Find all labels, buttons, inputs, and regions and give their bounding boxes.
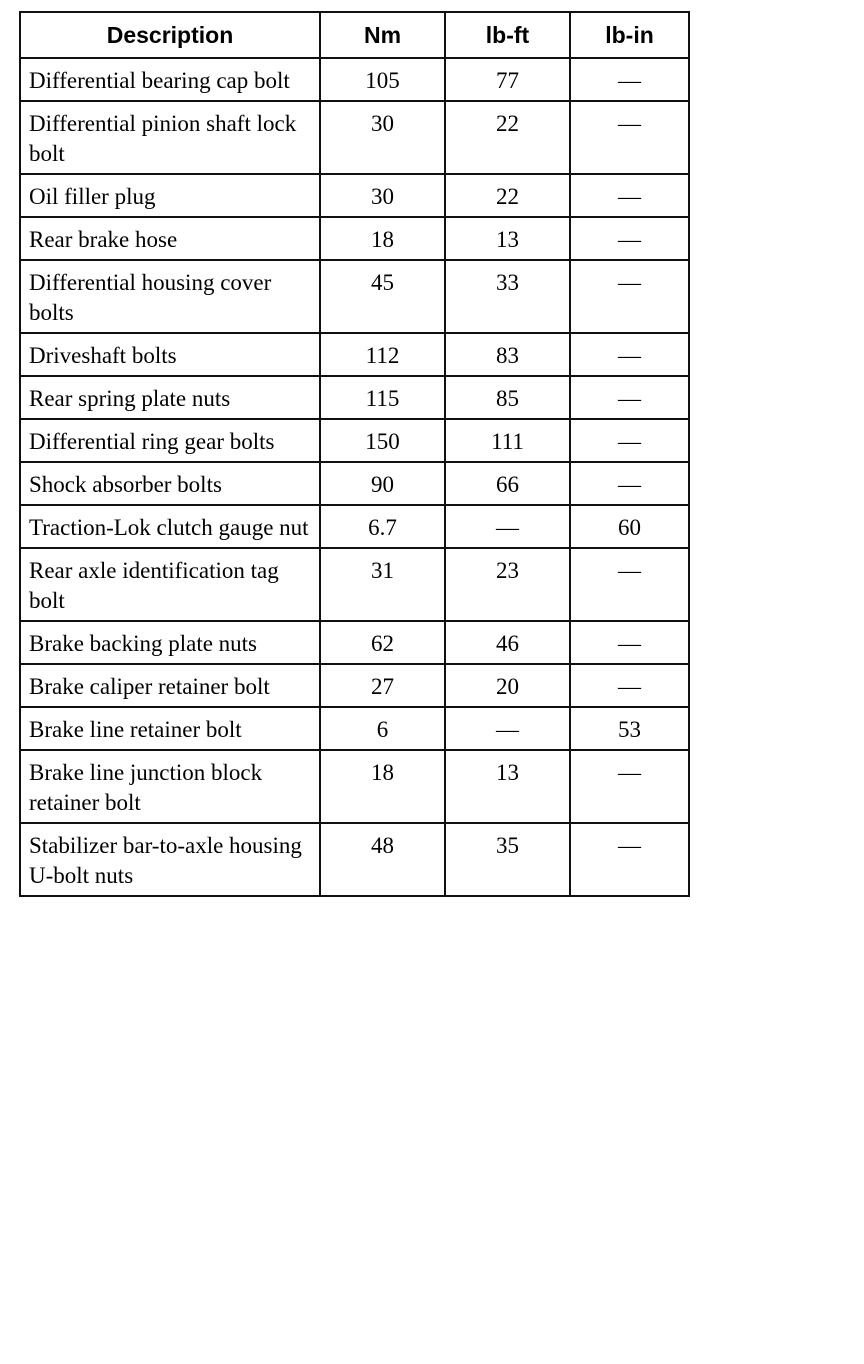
row-nm-value: 105	[320, 58, 445, 101]
column-header-lbin: lb-in	[570, 12, 689, 58]
row-lbin-value: —	[570, 101, 689, 174]
table-header-row	[20, 12, 689, 58]
row-lbin-value: —	[570, 462, 689, 505]
row-lbin-value: —	[570, 217, 689, 260]
row-description: Rear spring plate nuts	[20, 376, 320, 419]
row-lbft-value: —	[445, 707, 570, 750]
row-lbft-value: 83	[445, 333, 570, 376]
table-row	[20, 419, 689, 462]
table-row	[20, 823, 689, 896]
row-lbin-value: —	[570, 376, 689, 419]
row-nm-value: 62	[320, 621, 445, 664]
row-lbin-value: —	[570, 664, 689, 707]
table-row	[20, 101, 689, 174]
row-lbin-value: 53	[570, 707, 689, 750]
table-row	[20, 376, 689, 419]
row-description: Brake line retainer bolt	[20, 707, 320, 750]
row-nm-value: 6	[320, 707, 445, 750]
row-nm-value: 150	[320, 419, 445, 462]
column-header-description: Description	[20, 12, 320, 58]
row-lbin-value: —	[570, 750, 689, 823]
row-lbft-value: 20	[445, 664, 570, 707]
row-description: Differential housing cover bolts	[20, 260, 320, 333]
row-nm-value: 6.7	[320, 505, 445, 548]
row-lbft-value: —	[445, 505, 570, 548]
table-row	[20, 58, 689, 101]
row-description: Differential pinion shaft lock bolt	[20, 101, 320, 174]
row-lbft-value: 22	[445, 174, 570, 217]
row-lbft-value: 35	[445, 823, 570, 896]
row-description: Rear axle identification tag bolt	[20, 548, 320, 621]
row-description: Rear brake hose	[20, 217, 320, 260]
row-description: Traction-Lok clutch gauge nut	[20, 505, 320, 548]
table-row	[20, 750, 689, 823]
row-lbft-value: 22	[445, 101, 570, 174]
row-nm-value: 112	[320, 333, 445, 376]
row-nm-value: 30	[320, 101, 445, 174]
row-nm-value: 48	[320, 823, 445, 896]
row-nm-value: 90	[320, 462, 445, 505]
row-description: Differential bearing cap bolt	[20, 58, 320, 101]
row-lbft-value: 111	[445, 419, 570, 462]
table-row	[20, 621, 689, 664]
row-nm-value: 27	[320, 664, 445, 707]
torque-spec-table	[19, 11, 690, 897]
table-row	[20, 462, 689, 505]
table-row	[20, 505, 689, 548]
torque-spec-table-container	[19, 11, 688, 897]
row-lbft-value: 66	[445, 462, 570, 505]
row-lbft-value: 33	[445, 260, 570, 333]
column-header-lbft: lb-ft	[445, 12, 570, 58]
row-description: Brake caliper retainer bolt	[20, 664, 320, 707]
row-nm-value: 45	[320, 260, 445, 333]
row-description: Oil filler plug	[20, 174, 320, 217]
row-lbft-value: 46	[445, 621, 570, 664]
row-lbin-value: —	[570, 260, 689, 333]
column-header-nm: Nm	[320, 12, 445, 58]
table-row	[20, 174, 689, 217]
table-row	[20, 664, 689, 707]
row-nm-value: 18	[320, 217, 445, 260]
row-lbft-value: 23	[445, 548, 570, 621]
row-nm-value: 115	[320, 376, 445, 419]
row-description: Driveshaft bolts	[20, 333, 320, 376]
row-lbin-value: —	[570, 174, 689, 217]
row-description: Stabilizer bar-to-axle housing U-bolt nuts	[20, 823, 320, 896]
row-lbin-value: 60	[570, 505, 689, 548]
row-lbin-value: —	[570, 823, 689, 896]
row-description: Shock absorber bolts	[20, 462, 320, 505]
row-description: Brake line junction block retainer bolt	[20, 750, 320, 823]
table-row	[20, 707, 689, 750]
table-row	[20, 260, 689, 333]
row-description: Brake backing plate nuts	[20, 621, 320, 664]
row-nm-value: 30	[320, 174, 445, 217]
row-nm-value: 18	[320, 750, 445, 823]
row-lbin-value: —	[570, 419, 689, 462]
table-row	[20, 333, 689, 376]
row-lbin-value: —	[570, 548, 689, 621]
row-lbin-value: —	[570, 621, 689, 664]
row-lbin-value: —	[570, 333, 689, 376]
table-row	[20, 217, 689, 260]
row-nm-value: 31	[320, 548, 445, 621]
row-lbft-value: 85	[445, 376, 570, 419]
row-lbft-value: 13	[445, 750, 570, 823]
row-lbft-value: 13	[445, 217, 570, 260]
row-description: Differential ring gear bolts	[20, 419, 320, 462]
table-row	[20, 548, 689, 621]
row-lbin-value: —	[570, 58, 689, 101]
row-lbft-value: 77	[445, 58, 570, 101]
